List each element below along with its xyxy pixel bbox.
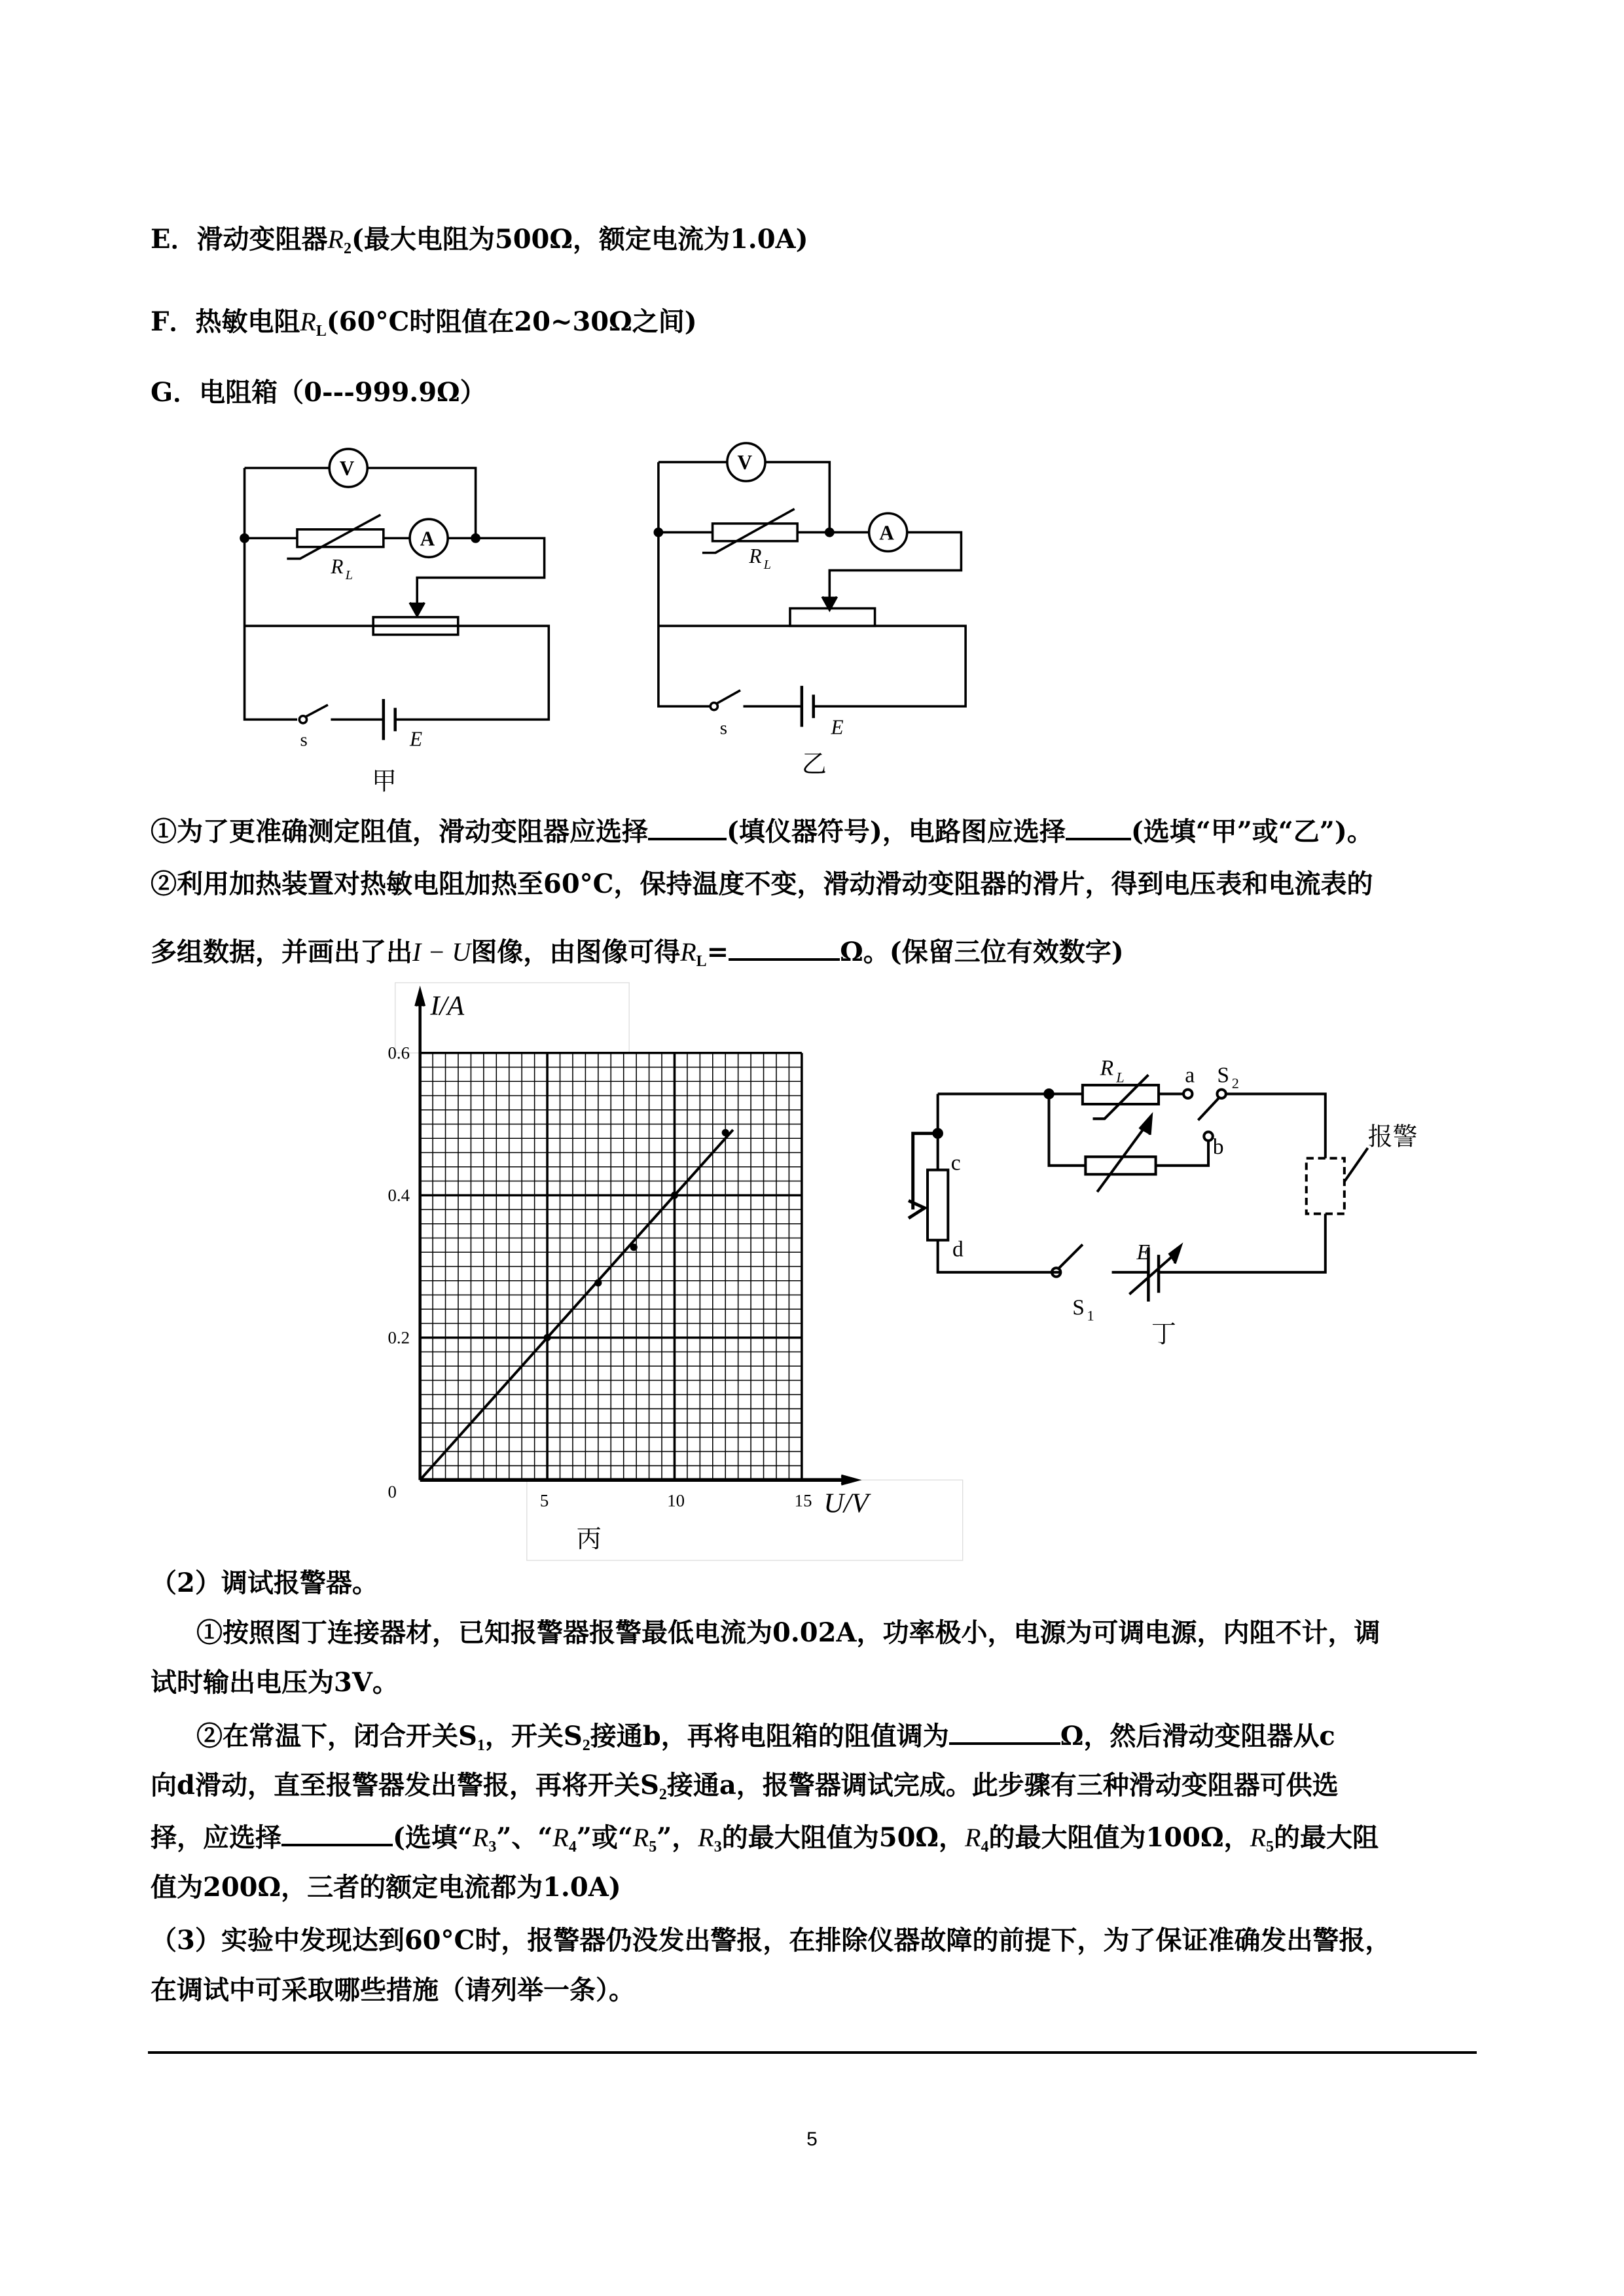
text-segment: ①为了更准确测定阻值，滑动变阻器应选择 xyxy=(151,816,648,847)
rheostat-icon xyxy=(928,1170,948,1240)
subscript: 5 xyxy=(649,1839,657,1856)
y-tick-label: 0.4 xyxy=(388,1185,410,1206)
rl-sub: L xyxy=(345,567,353,583)
text-segment: ”， xyxy=(657,1822,698,1853)
footer-divider xyxy=(148,2051,1477,2054)
rl-label: R xyxy=(1100,1056,1114,1081)
text-segment: Ω。(保留三位有效数字) xyxy=(840,937,1124,967)
alarm-label: 报警 xyxy=(1367,1123,1418,1151)
alarm-icon xyxy=(1307,1158,1344,1214)
emf-label: E xyxy=(831,715,844,739)
terminal-c-label: c xyxy=(950,1151,961,1175)
battery-icon xyxy=(802,686,814,727)
text-segment: 在调试中可采取哪些措施（请列举一条）。 xyxy=(151,1975,635,2005)
voltmeter-label: V xyxy=(339,457,355,480)
ammeter-label: A xyxy=(420,527,435,550)
switch-s2-icon xyxy=(1198,1098,1218,1121)
figure-caption-bing: 丙 xyxy=(576,1525,602,1553)
emf-label: E xyxy=(410,727,423,751)
text-segment: ①按照图丁连接器材，已知报警器报警最低电流为0.02A，功率极小，电源为可调电源，内阻不计，调 xyxy=(196,1617,1380,1648)
subscript: L xyxy=(316,323,327,340)
text-segment: 试时输出电压为3V。 xyxy=(151,1667,399,1698)
data-point xyxy=(630,1244,638,1251)
math-symbol: R xyxy=(472,1823,489,1852)
text-segment: ，开关S xyxy=(484,1721,583,1751)
subscript: 4 xyxy=(568,1839,577,1856)
text-segment: 多组数据，并画出了出 xyxy=(151,937,412,967)
subscript: 5 xyxy=(1266,1839,1274,1856)
math-symbol: R xyxy=(327,224,344,254)
page-number: 5 xyxy=(806,2128,818,2150)
data-point xyxy=(543,1334,550,1341)
rl-label: R xyxy=(331,554,344,578)
x-tick-label: 5 xyxy=(539,1490,549,1511)
rl-sub: L xyxy=(1116,1069,1125,1086)
text-segment: 的最大阻值为100Ω， xyxy=(988,1822,1250,1853)
text-segment: G．电阻箱（0---999.9Ω） xyxy=(151,377,486,408)
math-symbol: I − U xyxy=(412,937,471,967)
figure-caption-yi: 乙 xyxy=(801,750,827,778)
text-segment: 值为200Ω，三者的额定电流都为1.0A) xyxy=(151,1872,621,1903)
text-segment: ②利用加热装置对热敏电阻加热至60°C，保持温度不变，滑动滑动变阻器的滑片，得到电压表和电流表的 xyxy=(151,869,1373,899)
subscript: 1 xyxy=(477,1737,485,1754)
emf-label: E xyxy=(1136,1240,1151,1265)
x-tick-label: 0 xyxy=(388,1482,397,1502)
subscript: 2 xyxy=(343,240,352,257)
switch-icon xyxy=(306,705,328,717)
rl-label: R xyxy=(749,545,762,568)
text-segment: (最大电阻为500Ω，额定电流为1.0A) xyxy=(351,224,808,255)
x-tick-label: 10 xyxy=(667,1490,685,1511)
text-segment: （3）实验中发现达到60°C时，报警器仍没发出警报，在排除仪器故障的前提下，为了保证准确发出警报， xyxy=(151,1925,1392,1956)
subscript: 3 xyxy=(713,1839,722,1856)
text-segment: Ω，然后滑动变阻器从c xyxy=(1060,1721,1335,1751)
switch-label: s xyxy=(300,729,308,751)
x-axis-label: U/V xyxy=(823,1488,869,1519)
circuit-ding xyxy=(909,1056,1418,1348)
switch-s1-icon xyxy=(1059,1244,1083,1268)
math-symbol: R xyxy=(680,937,696,967)
switch-label: s xyxy=(719,717,728,739)
subscript: 4 xyxy=(981,1839,989,1856)
text-segment: ”、“ xyxy=(496,1822,553,1853)
y-axis-label: I/A xyxy=(430,990,465,1022)
text-segment: （2）调试报警器。 xyxy=(151,1568,378,1598)
y-axis-arrow xyxy=(416,990,424,1007)
text-segment: (选填“ xyxy=(393,1822,473,1853)
s1-label: S xyxy=(1072,1295,1085,1320)
data-point xyxy=(594,1279,602,1286)
ammeter-label: A xyxy=(879,521,894,545)
figure-caption-ding: 丁 xyxy=(1151,1321,1176,1349)
y-tick-label: 0.6 xyxy=(388,1043,410,1063)
text-segment: ②在常温下，闭合开关S xyxy=(196,1721,477,1751)
voltmeter-label: V xyxy=(737,451,753,475)
text-segment: 图像，由图像可得 xyxy=(471,937,681,967)
terminal-d-label: d xyxy=(952,1237,964,1262)
text-segment: (填仪器符号)，电路图应选择 xyxy=(727,816,1066,847)
rheostat-icon xyxy=(790,609,875,626)
text-segment: 向d滑动，直至报警器发出警报，再将开关S xyxy=(151,1770,659,1801)
circuit-jia xyxy=(241,449,549,796)
subscript: 2 xyxy=(659,1786,667,1803)
iu-chart xyxy=(388,983,963,1561)
math-symbol: R xyxy=(698,1823,714,1852)
text-segment: 择，应选择 xyxy=(151,1822,281,1853)
text-segment: (选填“甲”或“乙”)。 xyxy=(1130,816,1373,847)
text-segment: 的最大阻 xyxy=(1274,1822,1379,1853)
data-point xyxy=(671,1192,678,1199)
math-symbol: R xyxy=(1250,1823,1266,1852)
text-segment: ”或“ xyxy=(576,1822,633,1853)
math-symbol: R xyxy=(965,1823,981,1852)
math-symbol: R xyxy=(300,307,316,336)
text-segment: 接通b，再将电阻箱的阻值调为 xyxy=(590,1721,949,1751)
y-tick-label: 0.2 xyxy=(388,1327,410,1348)
s2-sub: 2 xyxy=(1231,1075,1239,1092)
text-segment: = xyxy=(706,937,729,967)
thermistor-icon xyxy=(297,529,384,547)
text-segment: 接通a，报警器调试完成。此步骤有三种滑动变阻器可供选 xyxy=(666,1770,1339,1801)
figure-caption-jia: 甲 xyxy=(371,768,397,796)
math-symbol: R xyxy=(552,1823,569,1852)
text-segment: F．热敏电阻 xyxy=(151,306,300,337)
s1-sub: 1 xyxy=(1087,1307,1094,1324)
s2-label: S xyxy=(1217,1063,1230,1088)
thermistor-icon xyxy=(713,524,798,541)
data-point xyxy=(722,1129,729,1136)
terminal-a-label: a xyxy=(1185,1063,1195,1088)
x-axis-arrow xyxy=(841,1476,857,1484)
subscript: 2 xyxy=(582,1737,590,1754)
subscript: 3 xyxy=(488,1839,497,1856)
fit-line xyxy=(420,1130,733,1480)
battery-icon xyxy=(384,699,395,740)
subscript: L xyxy=(696,953,707,970)
switch-icon xyxy=(717,691,740,704)
terminal-b-label: b xyxy=(1212,1134,1224,1159)
math-symbol: R xyxy=(632,1823,649,1852)
text-segment: (60°C时阻值在20~30Ω之间) xyxy=(326,306,697,337)
circuit-yi xyxy=(655,443,965,778)
rl-sub: L xyxy=(763,558,771,573)
text-segment: E．滑动变阻器 xyxy=(151,224,328,255)
x-tick-label: 15 xyxy=(794,1490,812,1511)
text-segment: 的最大阻值为50Ω， xyxy=(721,1822,965,1853)
